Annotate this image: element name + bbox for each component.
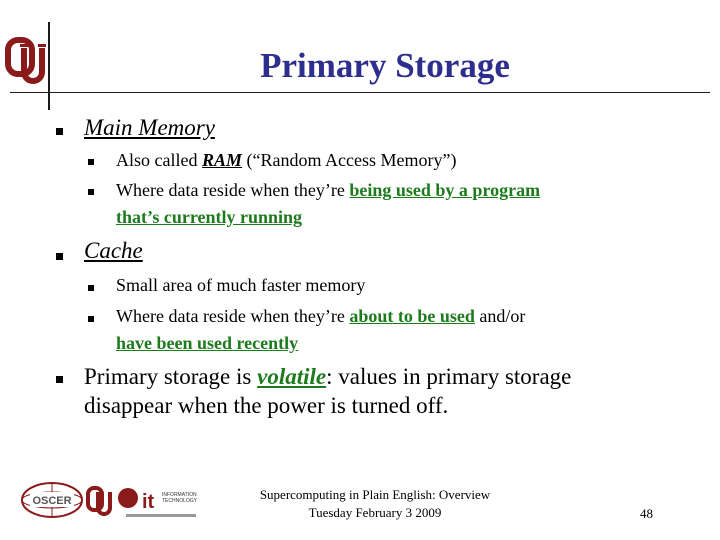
sub-bullet-marker (88, 189, 94, 195)
sub-bullet-faster-memory: Small area of much faster memory (116, 275, 366, 295)
footer-line2: Tuesday February 3 2009 (308, 505, 442, 520)
sub-bullet-marker (88, 285, 94, 291)
page-number: 48 (640, 506, 653, 521)
slide-title: Primary Storage (260, 46, 510, 85)
ram-term: RAM (201, 150, 243, 170)
bullet-heading-main-memory: Main Memory (84, 115, 215, 140)
text-run: and/or (474, 306, 526, 326)
it-logo-sub2: TECHNOLOGY (162, 498, 198, 504)
text-run: Primary storage is (84, 364, 258, 389)
it-logo-icon (118, 488, 198, 517)
bullet-marker (56, 128, 63, 135)
footer-line1: Supercomputing in Plain English: Overview (259, 487, 491, 502)
highlight-currently-running: that’s currently running (116, 207, 303, 227)
bullet-volatile (84, 363, 571, 390)
footer-caption (230, 486, 520, 522)
bullet-heading-cache: Cache (84, 238, 143, 263)
text-run: Where data reside when they’re (116, 306, 350, 326)
it-logo-sub1: INFORMATION (162, 492, 197, 498)
header-horizontal-rule (10, 92, 710, 93)
text-run: Also called (116, 150, 202, 170)
bullet-marker (56, 253, 63, 260)
sub-bullet-marker (88, 316, 94, 322)
oscer-logo-text: OSCER (32, 495, 72, 507)
volatile-term: volatile (257, 364, 327, 389)
sub-bullet-marker (88, 159, 94, 165)
highlight-about-to-be-used: about to be used (349, 306, 475, 326)
bullet-marker (56, 376, 63, 383)
sub-bullet-being-used (116, 176, 540, 204)
highlight-used-recently: have been used recently (116, 333, 299, 353)
footer-logos (14, 478, 204, 524)
ou-small-logo-icon (88, 488, 110, 514)
sub-bullet-about-to-be-used (116, 302, 525, 330)
bullet-volatile-continued: disappear when the power is turned off. (84, 393, 449, 418)
highlight-being-used: being used by a program (349, 180, 541, 200)
text-run: : values in primary storage (326, 364, 572, 389)
sub-bullet-ram (116, 146, 456, 174)
it-logo-text: it (142, 491, 155, 513)
text-run: (“Random Access Memory”) (242, 150, 457, 170)
ou-logo-icon (4, 34, 50, 90)
text-run: Where data reside when they’re (116, 180, 350, 200)
oscer-logo-icon (22, 483, 82, 517)
